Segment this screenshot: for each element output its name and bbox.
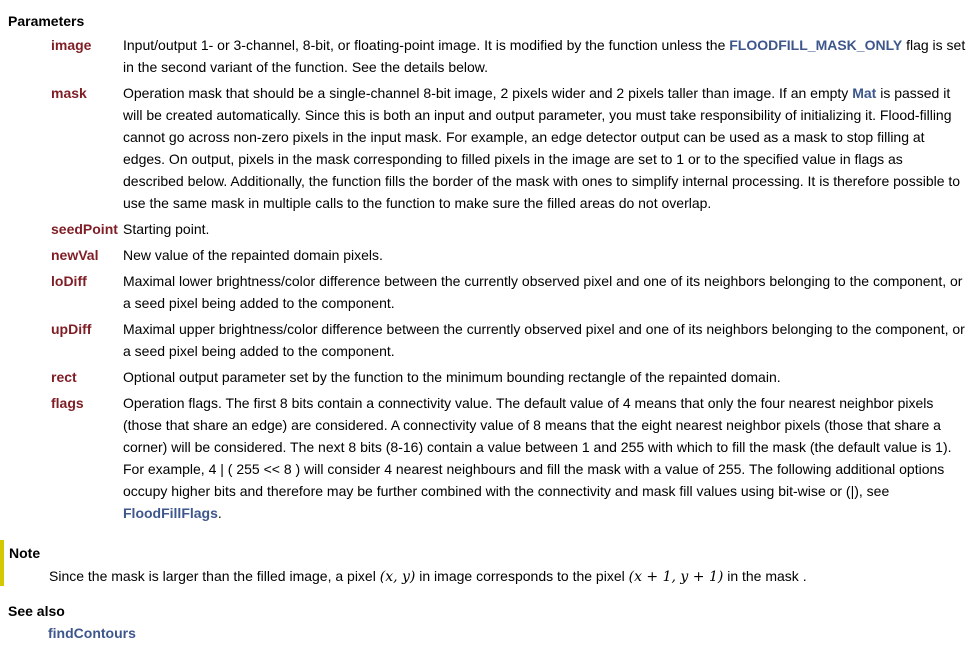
parameters-heading: Parameters: [8, 13, 85, 29]
param-description: [123, 318, 967, 362]
param-row-flags: [51, 392, 967, 524]
note-box: [0, 540, 964, 586]
param-description: [123, 82, 967, 214]
param-description-text: .: [217, 505, 222, 521]
param-name: loDiff: [51, 273, 87, 289]
param-description: [123, 244, 967, 266]
param-name: mask: [51, 85, 87, 101]
param-link-floodfillflags[interactable]: FloodFillFlags: [123, 505, 218, 521]
param-description: [123, 366, 967, 388]
param-name: rect: [51, 369, 77, 385]
param-description-text: Starting point.: [123, 221, 210, 237]
param-link-mat[interactable]: Mat: [852, 85, 877, 101]
note-text-2: in image corresponds to the pixel: [415, 568, 629, 584]
param-description-text: New value of the repainted domain pixels.: [123, 247, 383, 263]
param-row-newVal: [51, 244, 967, 266]
param-description-text: Maximal upper brightness/color difference between the currently observed pixel and one of its neighbors belonging to the component, or a seed pixel being added to the component.: [123, 321, 965, 359]
param-name: image: [51, 37, 92, 53]
param-row-image: [51, 34, 967, 78]
param-row-loDiff: [51, 270, 967, 314]
param-description: [123, 270, 967, 314]
find-contours-link[interactable]: findContours: [48, 625, 136, 641]
see-also-heading: See also: [8, 603, 65, 619]
param-description-text: flag is set in the second variant of the function. See the details below.: [123, 37, 966, 75]
param-description-text: Input/output 1- or 3-channel, 8-bit, or floating-point image. It is modified by the function unless the: [123, 37, 730, 53]
note-text-3: in the mask .: [723, 568, 807, 584]
param-name: upDiff: [51, 321, 92, 337]
note-body: [49, 566, 807, 587]
param-description: [123, 34, 967, 78]
param-name: seedPoint: [51, 221, 118, 237]
param-name: flags: [51, 395, 84, 411]
param-description-text: Maximal lower brightness/color difference between the currently observed pixel and one of its neighbors belonging to the component, or a seed pixel being added to the component.: [123, 273, 963, 311]
param-description-text: Optional output parameter set by the function to the minimum bounding rectangle of the repainted domain.: [123, 369, 781, 385]
param-description-text: Operation mask that should be a single-channel 8-bit image, 2 pixels wider and 2 pixels taller than image. If an empty: [123, 85, 853, 101]
param-description: [123, 392, 967, 524]
note-math-mask-pixel: (x + 1, y + 1): [628, 569, 724, 585]
note-title: Note: [9, 545, 41, 561]
parameters-list: [51, 34, 967, 528]
param-row-mask: [51, 82, 967, 214]
param-name: newVal: [51, 247, 99, 263]
param-link-floodfill-mask-only[interactable]: FLOODFILL_MASK_ONLY: [729, 37, 903, 53]
param-description: [123, 218, 967, 240]
param-row-seedPoint: [51, 218, 967, 240]
param-description-text: is passed it will be created automatically. Since this is both an input and output parameter, you must take responsibility of initializing it. Flood-filling cannot go across non-zero pixels in the input mask. For example, an edge detector output can be used as a mask to stop filling at edges. On output, pixels in the mask corresponding to filled pixels in the image are set to 1 or to the specified value in flags as described below. Additionally, the function fills the border of the mask with ones to simplify internal processing. It is therefore possible to use the same mask in multiple calls to the function to make sure the filled areas do not overlap.: [123, 85, 961, 211]
note-text-1: Since the mask is larger than the filled image, a pixel: [49, 568, 380, 584]
param-row-upDiff: [51, 318, 967, 362]
note-math-pixel: (x, y): [379, 569, 416, 585]
param-row-rect: [51, 366, 967, 388]
param-description-text: Operation flags. The first 8 bits contain a connectivity value. The default value of 4 means that only the four nearest neighbor pixels (those that share an edge) are considered. A connectivity value of 8 means that the eight nearest neighbor pixels (those that share a corner) will be considered. The next 8 bits (8-16) contain a value between 1 and 255 with which to fill the mask (the default value is 1). For example, 4 | ( 255 << 8 ) will consider 4 nearest neighbours and fill the mask with a value of 255. The following additional options occupy higher bits and therefore may be further combined with the connectivity and mask fill values using bit-wise or (|), see: [123, 395, 952, 499]
